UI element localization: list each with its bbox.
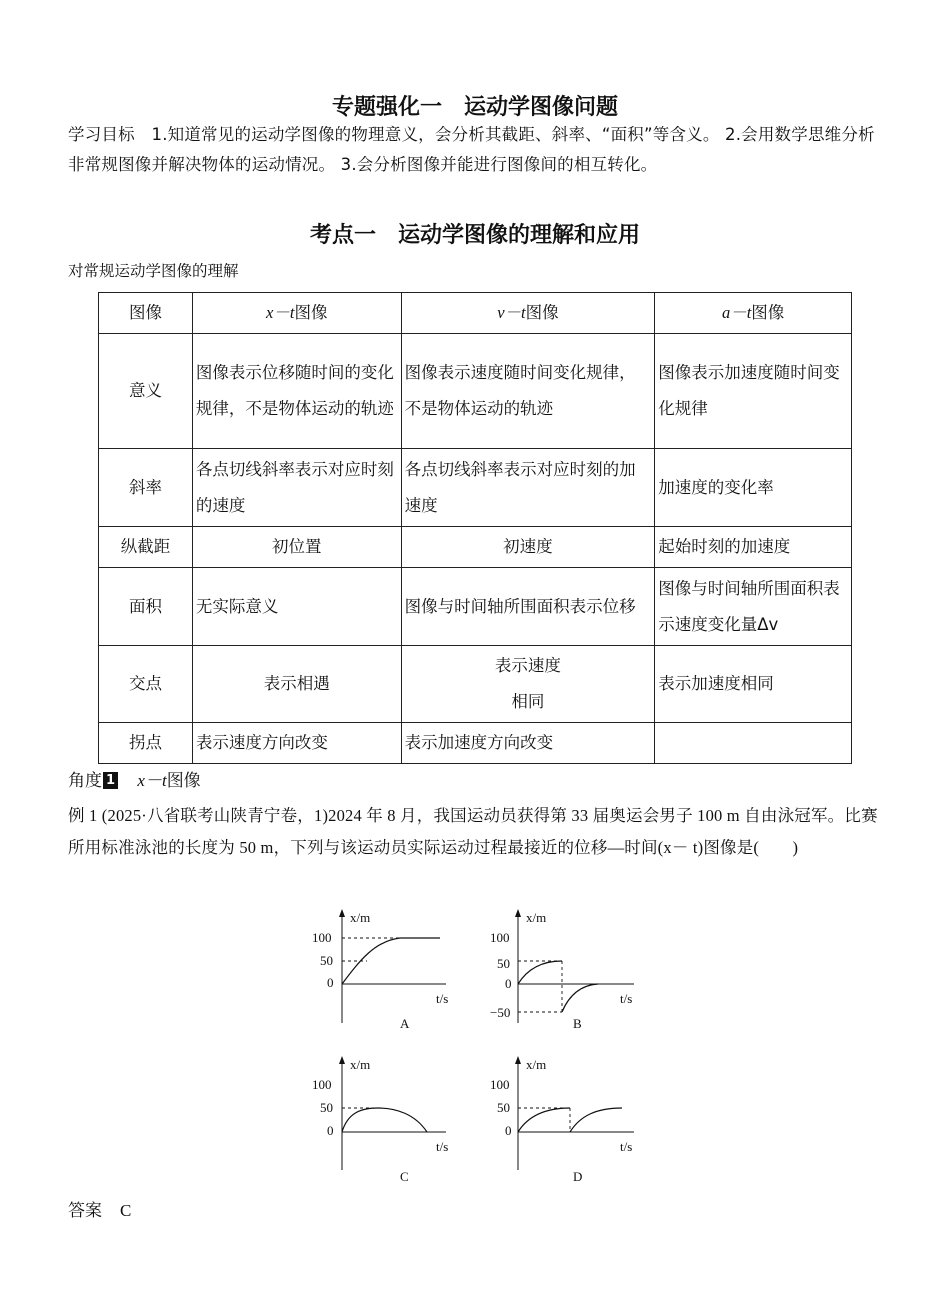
tick-label: 0 xyxy=(327,975,334,990)
row-label: 斜率 xyxy=(99,449,193,527)
tick-label: 50 xyxy=(320,953,333,968)
angle-label: 角度 xyxy=(68,771,102,791)
answer-value: C xyxy=(120,1201,132,1220)
header-cell: v－t图像 xyxy=(401,293,655,334)
table-cell: 起始时刻的加速度 xyxy=(655,527,852,568)
graph-a xyxy=(300,905,450,1035)
header-cell: a－t图像 xyxy=(655,293,852,334)
graph-label: A xyxy=(400,1016,410,1031)
tick-label: 100 xyxy=(490,1077,510,1092)
row-label: 拐点 xyxy=(99,723,193,764)
table-cell: 图像表示加速度随时间变化规律 xyxy=(655,334,852,449)
table-cell: 图像表示位移随时间的变化规律，不是物体运动的轨迹 xyxy=(192,334,401,449)
row-label: 纵截距 xyxy=(99,527,193,568)
angle-topic-suffix: 图像 xyxy=(166,771,201,791)
curve xyxy=(562,984,598,1012)
table-row xyxy=(99,568,852,646)
angle-topic-var: x－t xyxy=(137,771,167,790)
answer-label: 答案 xyxy=(68,1201,102,1221)
page-title: 专题强化一 运动学图像问题 xyxy=(331,95,618,120)
header-cell: x－t图像 xyxy=(192,293,401,334)
table-cell: 表示速度方向改变 xyxy=(192,723,401,764)
tick-label: −50 xyxy=(490,1005,511,1020)
example-question: 例 1 (2025·八省联考山陕青宁卷，1)2024 年 8 月，我国运动员获得第 33 届奥运会男子 100 m 自由泳冠军。比赛所用标准泳池的长度为 50 m，下列与该运动员实际运动过程最接近的位移—时间(x－ t)图像是( ) xyxy=(68,806,878,857)
table-row xyxy=(99,646,852,723)
angle-number-badge: 1 xyxy=(103,772,118,789)
table-row xyxy=(99,527,852,568)
table-caption: 对常规运动学图像的理解 xyxy=(68,262,239,280)
table-cell: 表示加速度方向改变 xyxy=(401,723,655,764)
y-axis-label: x/m xyxy=(350,1057,371,1072)
table-cell: 初位置 xyxy=(192,527,401,568)
y-axis-label: x/m xyxy=(526,1057,547,1072)
tick-label: 50 xyxy=(320,1100,333,1115)
tick-label: 0 xyxy=(505,976,512,991)
table-cell: 图像与时间轴所围面积表示速度变化量Δv xyxy=(655,568,852,646)
table-cell: 图像与时间轴所围面积表示位移 xyxy=(401,568,655,646)
table-header-row xyxy=(99,293,852,334)
section-title: 考点一 运动学图像的理解和应用 xyxy=(309,223,640,248)
graph-d xyxy=(478,1052,638,1187)
table-row xyxy=(99,723,852,764)
tick-label: 100 xyxy=(490,930,510,945)
tick-label: 100 xyxy=(312,930,332,945)
x-axis-label: t/s xyxy=(620,991,633,1006)
table-cell: 加速度的变化率 xyxy=(655,449,852,527)
table-cell: 无实际意义 xyxy=(192,568,401,646)
x-axis-label: t/s xyxy=(436,1139,449,1154)
curve xyxy=(518,1108,570,1132)
table-row xyxy=(99,449,852,527)
table-cell: 表示加速度相同 xyxy=(655,646,852,723)
y-axis-arrow xyxy=(339,1056,345,1064)
x-axis-label: t/s xyxy=(436,991,449,1006)
graph-c xyxy=(300,1052,450,1187)
row-label: 意义 xyxy=(99,334,193,449)
graph-label: B xyxy=(573,1016,582,1031)
table-cell: 初速度 xyxy=(401,527,655,568)
row-label: 交点 xyxy=(99,646,193,723)
y-axis-arrow xyxy=(515,909,521,917)
graph-label: C xyxy=(400,1169,409,1184)
curve xyxy=(342,1108,427,1132)
tick-label: 50 xyxy=(497,956,510,971)
table-cell: 各点切线斜率表示对应时刻的速度 xyxy=(192,449,401,527)
curve xyxy=(570,1108,622,1132)
graph-comparison-table xyxy=(98,292,852,764)
table-cell xyxy=(655,723,852,764)
x-axis-label: t/s xyxy=(620,1139,633,1154)
tick-label: 0 xyxy=(327,1123,334,1138)
curve xyxy=(518,961,562,984)
table-row xyxy=(99,334,852,449)
tick-label: 50 xyxy=(497,1100,510,1115)
goal-label: 学习目标 xyxy=(68,125,135,144)
table-cell: 各点切线斜率表示对应时刻的加速度 xyxy=(401,449,655,527)
header-cell: 图像 xyxy=(99,293,193,334)
graph-label: D xyxy=(573,1169,583,1184)
tick-label: 100 xyxy=(312,1077,332,1092)
answer-line xyxy=(68,1196,131,1221)
table-cell: 表示速度相同 xyxy=(401,646,655,723)
row-label: 面积 xyxy=(99,568,193,646)
y-axis-label: x/m xyxy=(350,910,371,925)
y-axis-arrow xyxy=(515,1056,521,1064)
tick-label: 0 xyxy=(505,1123,512,1138)
angle-heading xyxy=(68,766,201,791)
learning-goals xyxy=(68,120,880,180)
y-axis-arrow xyxy=(339,909,345,917)
graph-b xyxy=(478,905,638,1035)
table-cell: 表示相遇 xyxy=(192,646,401,723)
goal-text: 1.知道常见的运动学图像的物理意义，会分析其截距、斜率、“面积”等含义。 2.会用数学思维分析非常规图像并解决物体的运动情况。 3.会分析图像并能进行图像间的相互转化。 xyxy=(68,125,875,174)
y-axis-label: x/m xyxy=(526,910,547,925)
table-cell: 图像表示速度随时间变化规律，不是物体运动的轨迹 xyxy=(401,334,655,449)
